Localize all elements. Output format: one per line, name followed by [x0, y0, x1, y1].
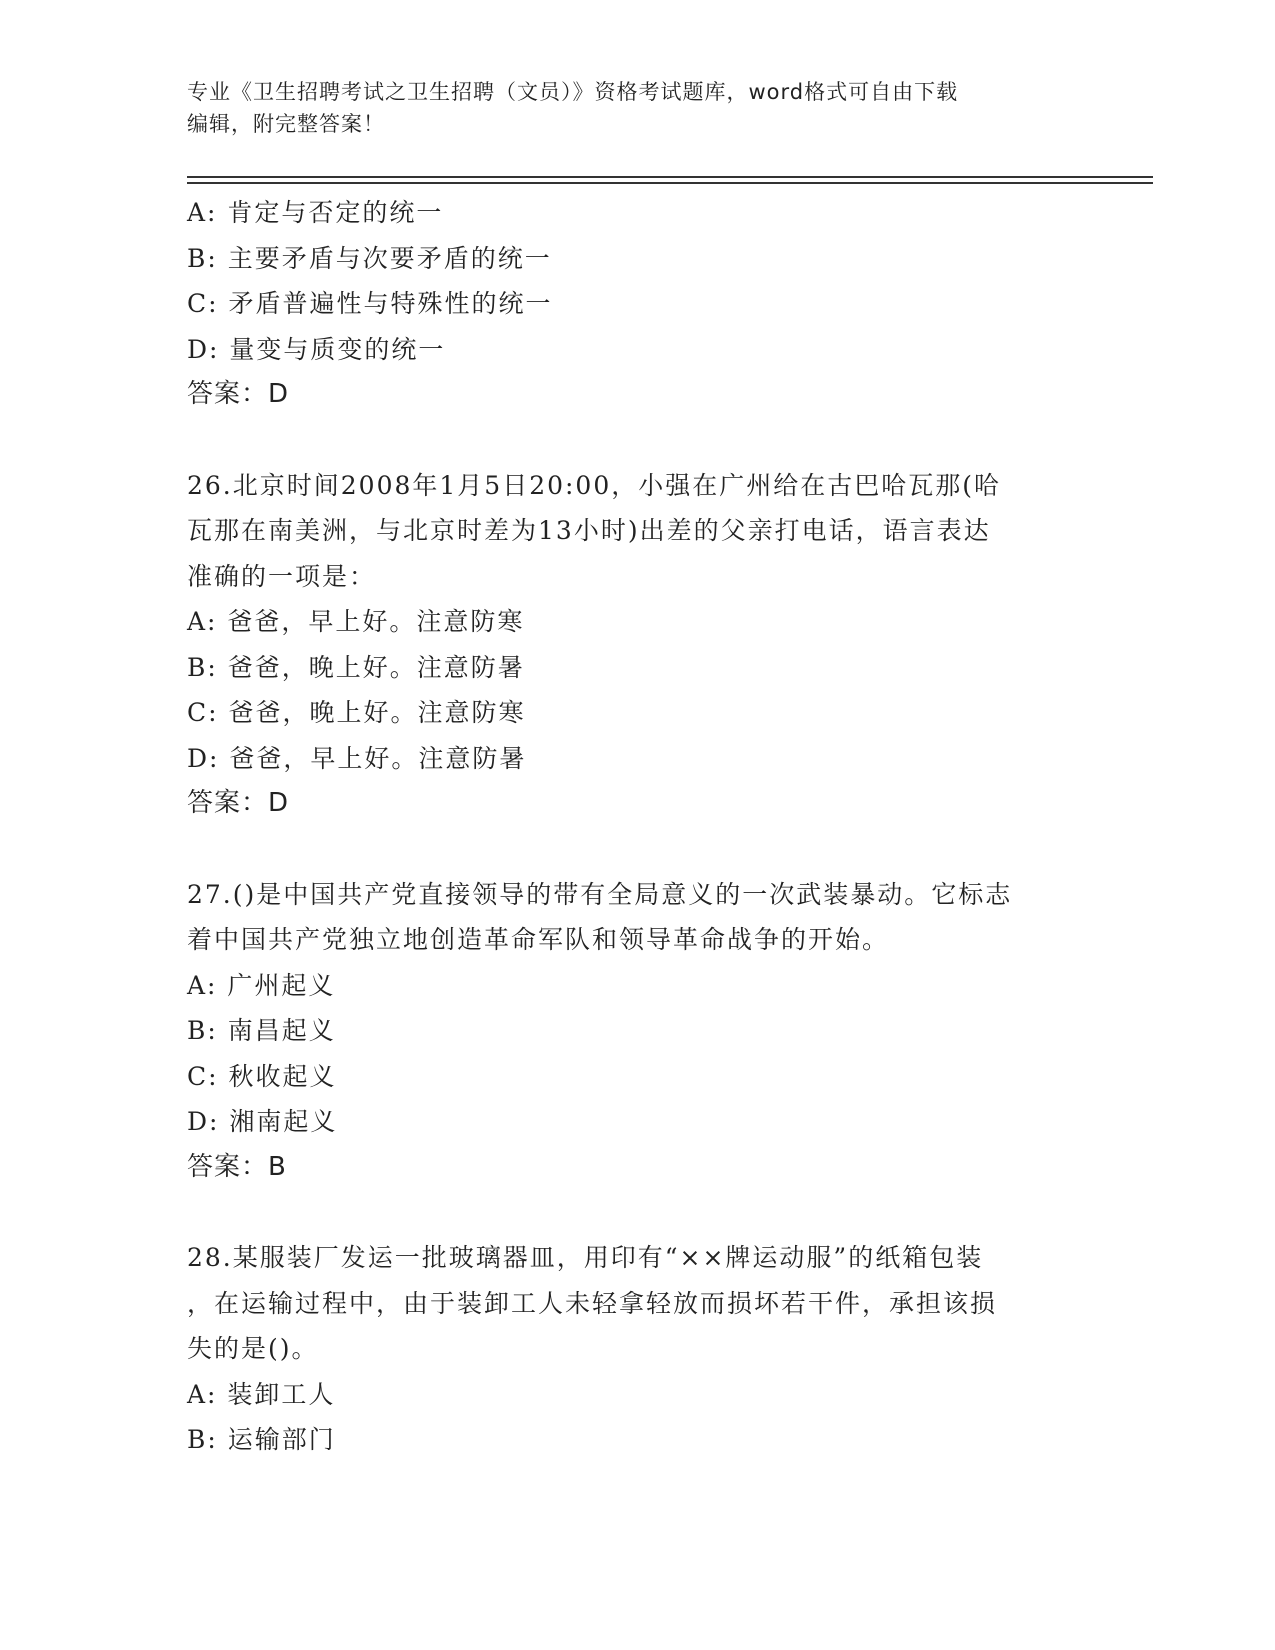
answer-line: 答案：D: [187, 788, 290, 818]
option-b: B: 运输部门: [187, 1425, 336, 1454]
question-block: [187, 190, 1087, 418]
question-text-line: 着中国共产党独立地创造革命军队和领导革命战争的开始。: [187, 925, 890, 954]
option-a: A: 广州起义: [187, 970, 336, 1000]
header-divider-top: [187, 176, 1153, 178]
document-header: [187, 76, 1067, 140]
question-block: [187, 1235, 1087, 1463]
question-text-line: 27.()是中国共产党直接领导的带有全局意义的一次武装暴动。它标志: [187, 879, 1013, 909]
question-list: [187, 190, 1087, 1463]
option-c: C: 秋收起义: [187, 1061, 337, 1091]
header-line-2: 编辑，附完整答案！: [187, 112, 385, 136]
option-b: B: 南昌起义: [187, 1016, 336, 1045]
header-line-1: 专业《卫生招聘考试之卫生招聘（文员）》资格考试题库，word格式可自由下载: [187, 80, 959, 104]
header-divider-bottom: [187, 182, 1153, 184]
option-d: D: 量变与质变的统一: [187, 334, 446, 364]
question-block: [187, 463, 1087, 827]
question-text-line: 失的是()。: [187, 1334, 319, 1363]
option-a: A: 爸爸，早上好。注意防寒: [187, 607, 525, 636]
question-text-line: 26.北京时间2008年1月5日20:00，小强在广州给在古巴哈瓦那(哈: [187, 470, 1001, 500]
option-d: D: 爸爸，早上好。注意防暑: [187, 743, 527, 773]
question-text-line: 瓦那在南美洲，与北京时差为13小时)出差的父亲打电话，语言表达: [187, 516, 991, 545]
question-text-line: 准确的一项是：: [187, 561, 377, 591]
option-b: B: 主要矛盾与次要矛盾的统一: [187, 243, 552, 273]
option-d: D: 湘南起义: [187, 1107, 338, 1136]
answer-line: 答案：B: [187, 1151, 287, 1182]
option-c: C: 爸爸，晚上好。注意防寒: [187, 698, 526, 727]
answer-line: 答案：D: [187, 379, 290, 409]
option-c: C: 矛盾普遍性与特殊性的统一: [187, 289, 553, 318]
option-b: B: 爸爸，晚上好。注意防暑: [187, 652, 525, 682]
question-block: [187, 872, 1087, 1191]
option-a: A: 装卸工人: [187, 1379, 336, 1409]
question-text-line: ，在运输过程中，由于装卸工人未轻拿轻放而损坏若干件，承担该损: [187, 1288, 998, 1318]
option-a: A: 肯定与否定的统一: [187, 198, 444, 227]
question-text-line: 28.某服装厂发运一批玻璃器皿，用印有“××牌运动服”的纸箱包装: [187, 1243, 984, 1272]
